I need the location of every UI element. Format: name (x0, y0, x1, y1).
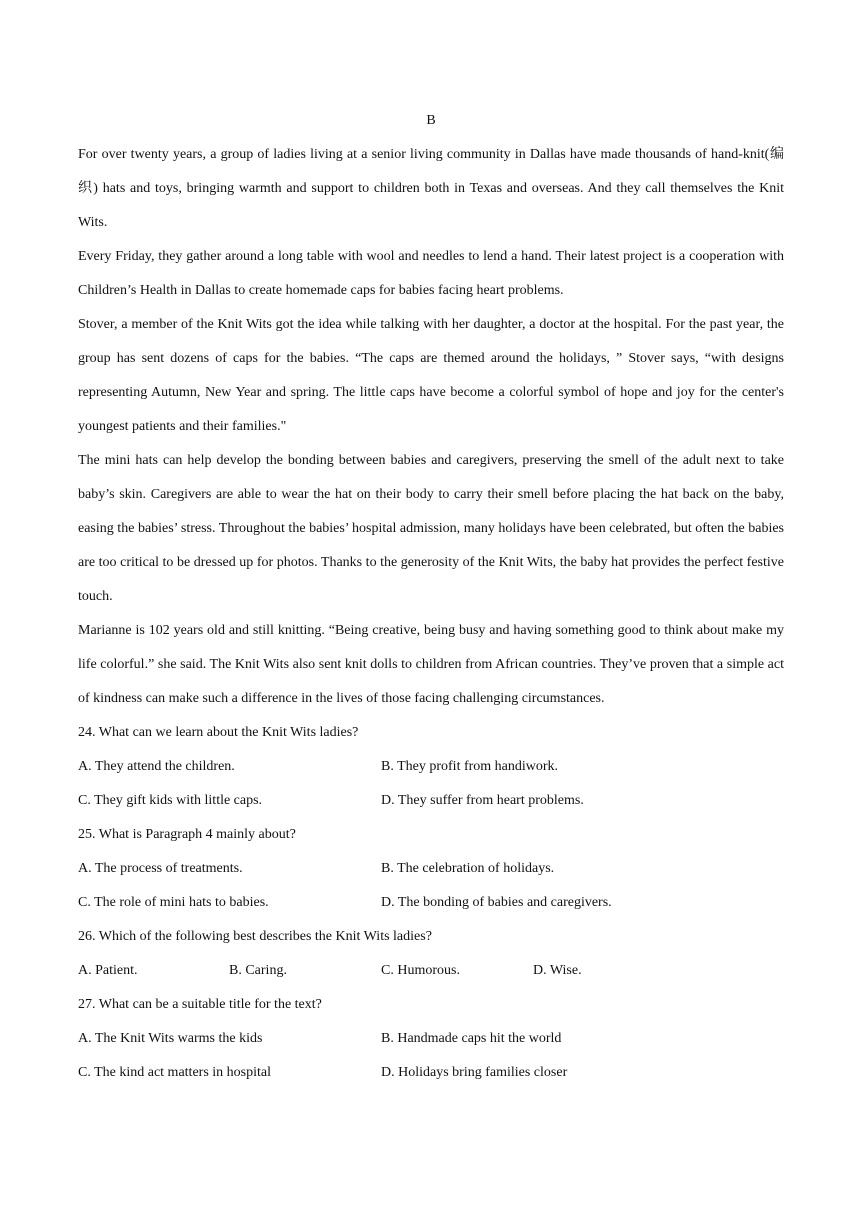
option-row (78, 750, 784, 784)
section-label: B (426, 113, 436, 128)
option-a: A. They attend the children. (78, 759, 235, 774)
option-b: B. The celebration of holidays. (381, 861, 555, 876)
question-stem: 27. What can be a suitable title for the text? (78, 997, 322, 1012)
option-b: B. Caring. (229, 963, 287, 978)
question-stem: 24. What can we learn about the Knit Wits ladies? (78, 725, 359, 740)
option-c: C. The kind act matters in hospital (78, 1065, 271, 1080)
option-b: B. They profit from handiwork. (381, 759, 559, 774)
question-26 (78, 920, 784, 988)
option-a: A. The Knit Wits warms the kids (78, 1031, 263, 1046)
option-row (78, 1022, 784, 1056)
question-27 (78, 988, 784, 1090)
option-c: C. They gift kids with little caps. (78, 793, 263, 808)
passage-paragraph-3: Stover, a member of the Knit Wits got the idea while talking with her daughter, a doctor at the hospital. For the past year, the group has sent dozens of caps for the babies. “The caps are themed around the holidays, ” Stover says, “with designs representing Autumn, New Year and spring. The little caps have become a colorful symbol of hope and joy for the center's youngest patients and their families." (78, 317, 784, 434)
option-row (78, 886, 784, 920)
option-a: A. The process of treatments. (78, 861, 243, 876)
question-stem: 26. Which of the following best describes the Knit Wits ladies? (78, 929, 432, 944)
passage-paragraph-5: Marianne is 102 years old and still knitting. “Being creative, being busy and having something good to think about make my life colorful.” she said. The Knit Wits also sent knit dolls to children from African countries. They’ve proven that a simple act of kindness can make such a difference in the lives of those facing challenging circumstances. (78, 623, 784, 706)
passage-paragraph-2: Every Friday, they gather around a long table with wool and needles to lend a hand. Their latest project is a cooperation with Children’s Health in Dallas to create homemade caps for babies facing heart problems. (78, 249, 784, 298)
question-stem: 25. What is Paragraph 4 mainly about? (78, 827, 296, 842)
question-25 (78, 818, 784, 920)
option-d: D. The bonding of babies and caregivers. (381, 895, 612, 910)
exam-page (78, 104, 784, 1090)
option-c: C. Humorous. (381, 963, 460, 978)
option-row (78, 954, 784, 988)
option-row (78, 1056, 784, 1090)
option-a: A. Patient. (78, 963, 138, 978)
option-d: D. Wise. (533, 963, 582, 978)
option-row (78, 852, 784, 886)
question-24 (78, 716, 784, 818)
option-c: C. The role of mini hats to babies. (78, 895, 269, 910)
option-b: B. Handmade caps hit the world (381, 1031, 562, 1046)
option-d: D. They suffer from heart problems. (381, 793, 584, 808)
passage-paragraph-4: The mini hats can help develop the bonding between babies and caregivers, preserving the smell of the adult next to take baby’s skin. Caregivers are able to wear the hat on their body to carry their smell before placing the hat back on the baby, easing the babies’ stress. Throughout the babies’ hospital admission, many holidays have been celebrated, but often the babies are too critical to be dressed up for photos. Thanks to the generosity of the Knit Wits, the baby hat provides the perfect festive touch. (78, 453, 784, 604)
option-d: D. Holidays bring families closer (381, 1065, 568, 1080)
option-row (78, 784, 784, 818)
passage-paragraph-1: For over twenty years, a group of ladies living at a senior living community in Dallas have made thousands of hand-knit(编织) hats and toys, bringing warmth and support to children both in Texas and overseas. And they call themselves the Knit Wits. (78, 147, 784, 230)
